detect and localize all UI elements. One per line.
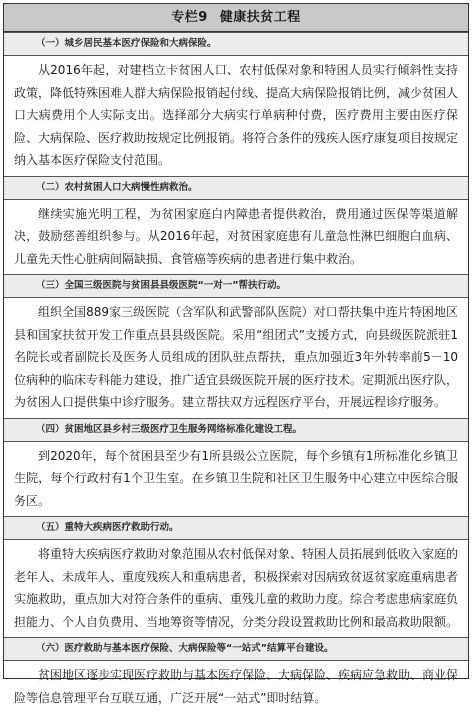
section-body: 继续实施光明工程，为贫困家庭白内障患者提供救治，费用通过医保等渠道解决，鼓励慈善组织参与。从2016年起，对贫困家庭患有儿童急性淋巴细胞白血病、儿童先天性心脏病间隔缺损、食管癌等疾病的患者进行集中救治。	[14, 206, 458, 266]
column-title-text: 健康扶贫工程	[219, 10, 301, 25]
section-body: 将重特大疾病医疗救助对象范围从农村低保对象、特困人员拓展到低收入家庭的老年人、未成年人、重度残疾人和重病患者，积极探索对因病致贫返贫家庭重病患者实施救助，重点加大对符合条件的重病、重残儿童的救助力度。综合考虑患病家庭负担能力、个人自负费用、当地筹资等情况，分类分段设置救助比例和最高救助限额。	[14, 547, 459, 629]
column-title	[4, 4, 468, 32]
column-box	[3, 3, 469, 705]
section-body: 贫困地区逐步实现医疗救助与基本医疗保险、大病保险、疾病应急救助、商业保险等信息管理平台互联互通，广泛开展“一站式”即时结算。	[14, 668, 459, 705]
section-heading: （二）农村贫困人口大病慢性病救治。	[4, 176, 468, 200]
column-number: 专栏9	[171, 10, 208, 25]
section-heading: （五）重特大疾病医疗救助行动。	[4, 516, 468, 540]
section-heading: （六）医疗救助与基本医疗保险、大病保险等“一站式”结算平台建设。	[4, 637, 468, 661]
section-heading: （三）全国三级医院与贫困县县级医院“一对一”帮扶行动。	[4, 274, 468, 298]
section-body: 从2016年起，对建档立卡贫困人口、农村低保对象和特困人员实行倾斜性支持政策，降低特殊困难人群大病保险报销起付线、提高大病保险报销比例，减少贫困人口大病费用个人实际支出。选择部分大病实行单病种付费，医疗费用主要由医疗保险、大病保险、医疗救助按规定比例报销。将符合条件的残疾人医疗康复项目按规定纳入基本医疗保险支付范围。	[14, 63, 459, 167]
section-heading: （四）贫困地区县乡村三级医疗卫生服务网络标准化建设工程。	[4, 418, 468, 442]
section-body: 组织全国889家三级医院（含军队和武警部队医院）对口帮扶集中连片特困地区县和国家扶贫开发工作重点县县级医院。采用“组团式”支援方式，向县级医院派驻1名院长或者副院长及医务人员组成的团队驻点帮扶，重点加强近3年外转率前5－10位病种的临床专科能力建设，推广适宜县级医院开展的医疗技术。定期派出医疗队，为贫困人口提供集中诊疗服务。建立帮扶双方远程医疗平台，开展远程诊疗服务。	[14, 305, 459, 409]
section-body: 到2020年，每个贫困县至少有1所县级公立医院，每个乡镇有1所标准化乡镇卫生院，每个行政村有1个卫生室。在乡镇卫生院和社区卫生服务中心建立中医综合服务区。	[14, 448, 458, 508]
section-heading: （一）城乡居民基本医疗保险和大病保险。	[4, 32, 468, 56]
